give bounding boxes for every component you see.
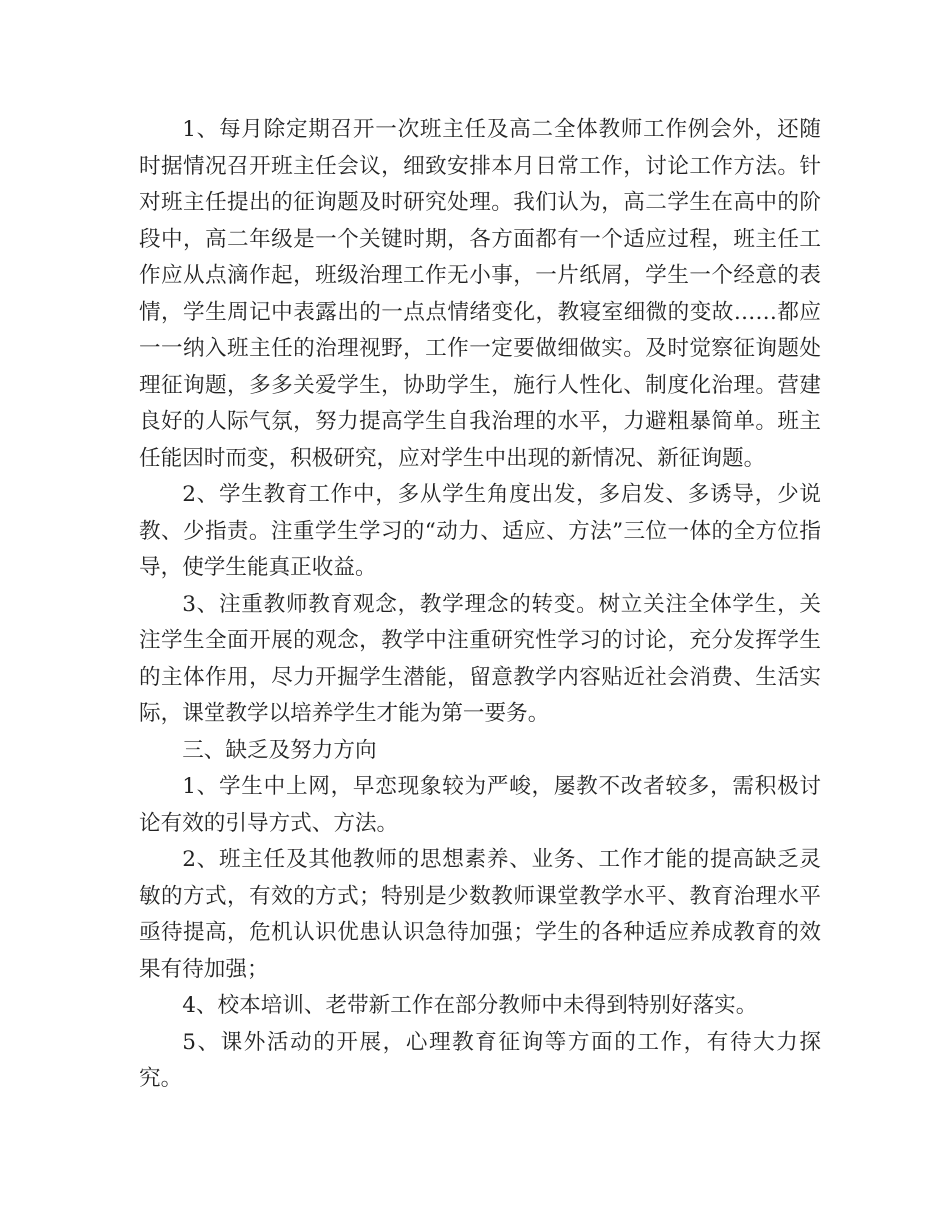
paragraph-internet-issue: 1、学生中上网，早恋现象较为严峻，屡教不改者较多，需积极讨论有效的引导方式、方法。 bbox=[139, 774, 821, 836]
paragraph-extracurricular: 5、课外活动的开展，心理教育征询等方面的工作，有待大力探究。 bbox=[139, 1029, 821, 1091]
paragraph-work-meetings: 1、每月除定期召开一次班主任及高二全体教师工作例会外，还随时据情况召开班主任会议，细致安排本月日常工作，讨论工作方法。针对班主任提出的征询题及时研究处理。我们认为，高二学生在高中的阶段中，高二年级是一个关键时期，各方面都有一个适应过程，班主任工作应从点滴作起，班级治理工作无小事，一片纸屑，学生一个经意的表情，学生周记中表露出的一点点情绪变化，教寝室细微的变故……都应一一纳入班主任的治理视野，工作一定要做细做实。及时觉察征询题处理征询题，多多关爱学生，协助学生，施行人性化、制度化治理。营建良好的人际气氛，努力提高学生自我治理的水平，力避粗暴简单。班主任能因时而变，积极研究，应对学生中出现的新情况、新征询题。 bbox=[139, 117, 821, 471]
paragraph-teaching-concepts: 3、注重教师教育观念，教学理念的转变。树立关注全体学生，关注学生全面开展的观念，教学中注重研究性学习的讨论，充分发挥学生的主体作用，尽力开掘学生潜能，留意教学内容贴近社会消费、生活实际，课堂教学以培养学生才能为第一要务。 bbox=[139, 591, 821, 726]
paragraph-school-training: 4、校本培训、老带新工作在部分教师中未得到特别好落实。 bbox=[182, 993, 758, 1018]
section-heading-shortcomings: 三、缺乏及努力方向 bbox=[182, 737, 377, 763]
document-body bbox=[139, 112, 821, 1098]
paragraph-teacher-quality: 2、班主任及其他教师的思想素养、业务、工作才能的提高缺乏灵敏的方式，有效的方式；特别是少数教师课堂教学水平、教育治理水平亟待提高，危机认识优患认识急待加强；学生的各种适应养成教育的效果有待加强； bbox=[139, 847, 821, 982]
paragraph-student-education: 2、学生教育工作中，多从学生角度出发，多启发、多诱导，少说教、少指责。注重学生学习的“动力、适应、方法”三位一体的全方位指导，使学生能真正收益。 bbox=[139, 482, 821, 580]
